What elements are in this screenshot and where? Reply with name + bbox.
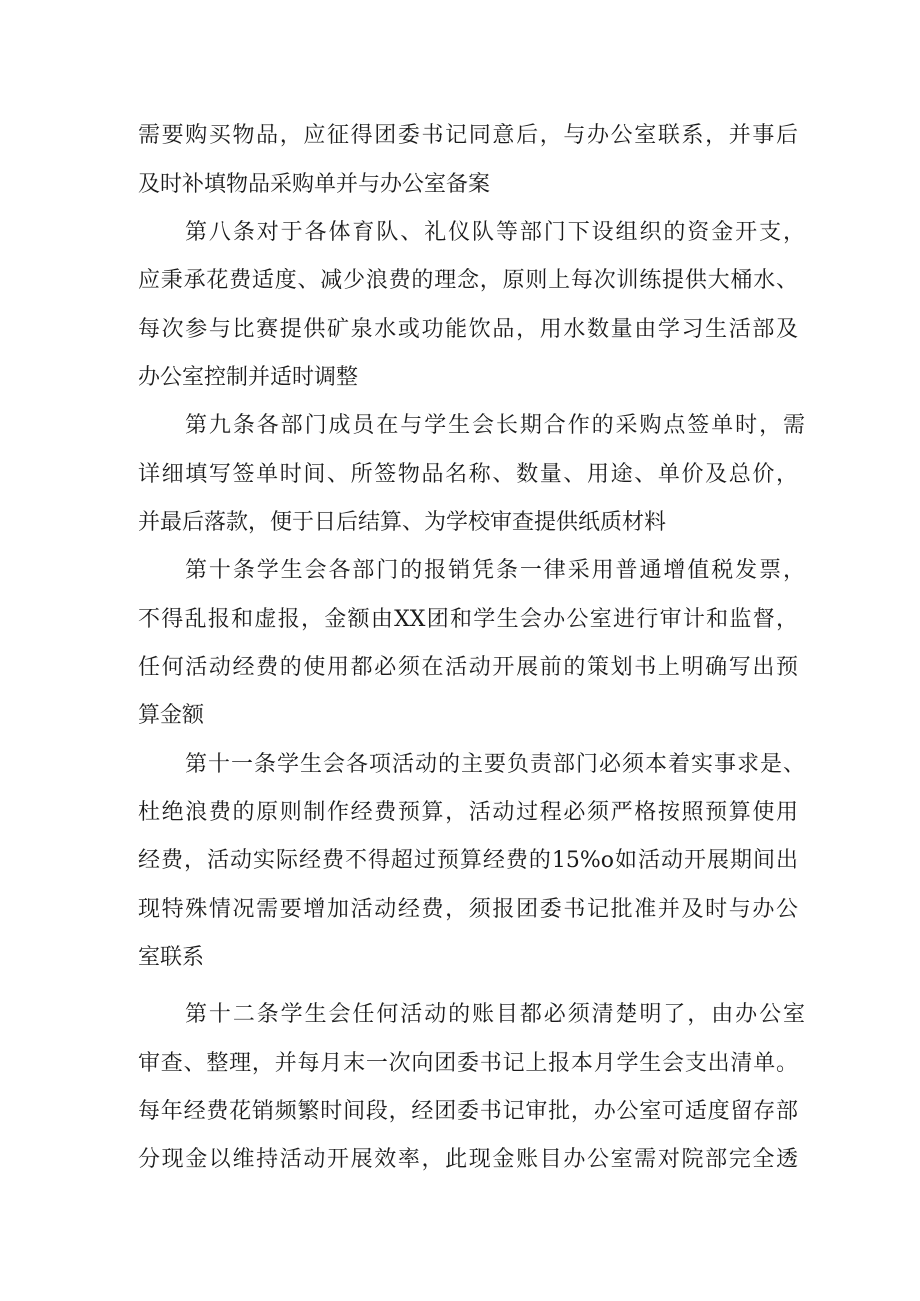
text-line: 任何活动经费的使用都必须在活动开展前的策划书上明确写出预	[138, 655, 798, 680]
text-line: 第十条学生会各部门的报销凭条一律采用普通增值税发票，	[185, 558, 805, 583]
text-line: 每次参与比赛提供矿泉水或功能饮品，用水数量由学习生活部及	[138, 317, 798, 342]
text-line: 详细填写签单时间、所签物品名称、数量、用途、单价及总价，	[138, 462, 798, 487]
text-line: 并最后落款，便于日后结算、为学校审查提供纸质材料	[138, 510, 667, 535]
text-line: 分现金以维持活动开展效率，此现金账目办公室需对院部完全透	[138, 1147, 798, 1172]
text-line: 不得乱报和虚报，金额由XX团和学生会办公室进行审计和监督，	[138, 607, 798, 632]
text-line: 每年经费花销频繁时间段，经团委书记审批，办公室可适度留存部	[138, 1099, 798, 1124]
text-line: 第十二条学生会任何活动的账目都必须清楚明了，由办公室	[185, 1002, 805, 1027]
text-line: 需要购买物品，应征得团委书记同意后，与办公室联系，并事后	[138, 123, 798, 148]
text-line: 第九条各部门成员在与学生会长期合作的采购点签单时，需	[185, 413, 805, 438]
text-line: 第八条对于各体育队、礼仪队等部门下设组织的资金开支，	[185, 220, 805, 245]
text-line: 办公室控制并适时调整	[138, 365, 359, 390]
text-line: 审查、整理，并每月末一次向团委书记上报本月学生会支出清单。	[138, 1051, 798, 1076]
text-line: 及时补填物品采购单并与办公室备案	[138, 172, 491, 197]
text-line: 经费，活动实际经费不得超过预算经费的15%o如活动开展期间出	[138, 848, 798, 873]
text-line: 杜绝浪费的原则制作经费预算，活动过程必须严格按照预算使用	[138, 800, 798, 825]
text-line: 现特殊情况需要增加活动经费，须报团委书记批准并及时与办公	[138, 897, 798, 922]
text-line: 第十一条学生会各项活动的主要负责部门必须本着实事求是、	[185, 752, 805, 777]
text-line: 应秉承花费适度、减少浪费的理念，原则上每次训练提供大桶水、	[138, 268, 798, 293]
text-line: 算金额	[138, 703, 205, 728]
text-line: 室联系	[138, 945, 205, 970]
